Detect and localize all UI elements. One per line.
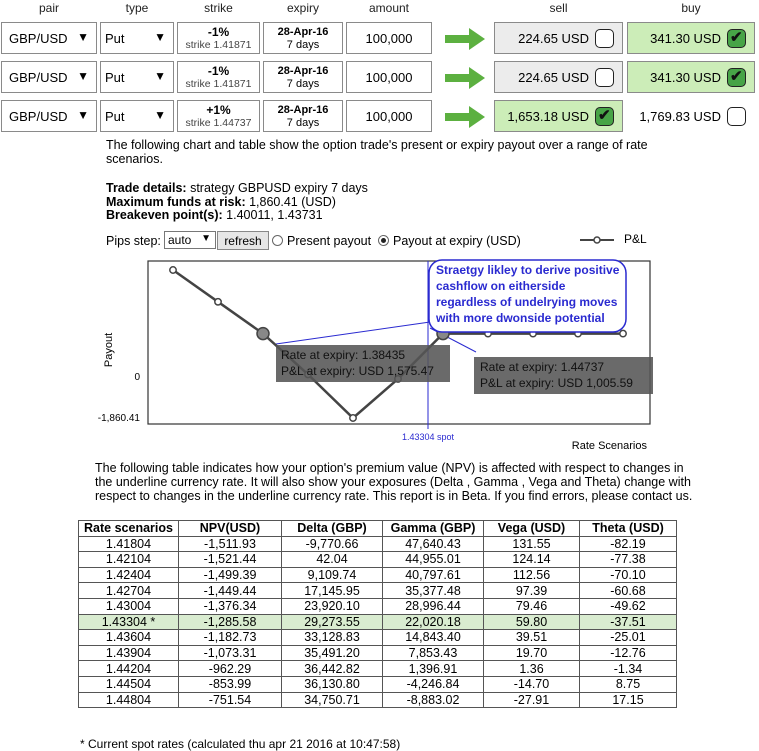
arrow-right-icon	[445, 67, 485, 89]
strike-percent: -1%	[207, 64, 230, 78]
table-row	[79, 630, 677, 646]
buy-checkbox[interactable]	[727, 68, 746, 87]
trade-details-value: strategy GBPUSD expiry 7 days	[186, 181, 368, 195]
table-cell: 23,920.10	[282, 598, 383, 614]
table-cell: 39.51	[484, 630, 580, 646]
table-cell: 14,843.40	[383, 630, 484, 646]
chevron-down-icon: ▼	[154, 69, 166, 83]
table-cell: -12.76	[580, 645, 677, 661]
callout-line: with more dwonside potential	[436, 311, 605, 325]
table-cell: 36,130.80	[282, 676, 383, 692]
table-cell: 124.14	[484, 552, 580, 568]
table-cell: -4,246.84	[383, 676, 484, 692]
callout-line: cashflow on eitherside	[436, 279, 566, 293]
table-row	[79, 614, 677, 630]
expiry-date: 28-Apr-16	[277, 104, 329, 116]
max-funds-value: 1,860.41 (USD)	[245, 194, 336, 209]
table-cell: 9,109.74	[282, 567, 383, 583]
table-cell: -9,770.66	[282, 536, 383, 552]
table-cell: 1.41804	[79, 536, 179, 552]
y-tick-min: -1,860.41	[97, 413, 140, 424]
table-row	[79, 692, 677, 708]
strike-field[interactable]	[177, 100, 260, 132]
chevron-down-icon: ▼	[201, 233, 211, 244]
buy-price-button[interactable]	[627, 100, 755, 132]
max-funds-label: Maximum funds at risk:	[106, 194, 246, 209]
header-type: type	[125, 1, 149, 15]
pnl-point[interactable]	[215, 299, 221, 305]
type-value: Put	[105, 109, 125, 124]
table-cell: 35,491.20	[282, 645, 383, 661]
buy-price: 1,769.83 USD	[639, 109, 721, 124]
table-row	[79, 536, 677, 552]
table-cell: 1.44204	[79, 661, 179, 677]
expiry-period: 7 days	[286, 39, 320, 51]
sell-checkbox[interactable]	[595, 68, 614, 87]
chevron-down-icon: ▼	[154, 108, 166, 122]
legend-line-icon	[580, 234, 614, 246]
table-cell: -751.54	[179, 692, 282, 708]
expiry-date: 28-Apr-16	[277, 65, 329, 77]
sell-price-button[interactable]	[494, 22, 623, 54]
table-cell: 40,797.61	[383, 567, 484, 583]
table-row	[79, 567, 677, 583]
pnl-point[interactable]	[350, 415, 356, 421]
table-cell: 44,955.01	[383, 552, 484, 568]
pair-value: GBP/USD	[9, 31, 68, 46]
pips-step-label: Pips step:	[106, 234, 161, 248]
column-header: NPV(USD)	[179, 521, 282, 537]
table-row	[79, 583, 677, 599]
type-select[interactable]	[100, 100, 174, 132]
table-cell: -70.10	[580, 567, 677, 583]
table-cell: -1,511.93	[179, 536, 282, 552]
breakeven-value: 1.40011, 1.43731	[222, 208, 323, 222]
table-cell: -77.38	[580, 552, 677, 568]
column-header: Delta (GBP)	[282, 521, 383, 537]
expiry-field[interactable]	[263, 100, 343, 132]
pnl-point[interactable]	[170, 267, 176, 273]
table-cell: 1.43004	[79, 598, 179, 614]
table-cell: -1,521.44	[179, 552, 282, 568]
table-cell: 1,396.91	[383, 661, 484, 677]
table-cell: -49.62	[580, 598, 677, 614]
chevron-down-icon: ▼	[77, 108, 89, 122]
strike-value: strike 1.41871	[185, 78, 252, 90]
sell-price: 224.65 USD	[518, 70, 589, 85]
chart-intro-text: The following chart and table show the option trade's present or expiry payout over a range of rate scenarios.	[106, 138, 648, 166]
pair-select[interactable]	[1, 100, 97, 132]
column-header: Gamma (GBP)	[383, 521, 484, 537]
table-cell: -25.01	[580, 630, 677, 646]
table-cell: -853.99	[179, 676, 282, 692]
table-cell: 29,273.55	[282, 614, 383, 630]
table-cell: 112.56	[484, 567, 580, 583]
pips-step-select[interactable]	[164, 231, 216, 249]
type-value: Put	[105, 31, 125, 46]
trade-row	[0, 61, 759, 93]
buy-price-button[interactable]	[627, 61, 755, 93]
table-cell: -27.91	[484, 692, 580, 708]
table-cell: 47,640.43	[383, 536, 484, 552]
refresh-button[interactable]: refresh	[217, 231, 269, 250]
legend-label: P&L	[624, 232, 647, 246]
table-cell: 42.04	[282, 552, 383, 568]
table-cell: 79.46	[484, 598, 580, 614]
type-select[interactable]	[100, 61, 174, 93]
buy-price: 341.30 USD	[650, 70, 721, 85]
amount-value: 100,000	[365, 109, 413, 124]
table-cell: 34,750.71	[282, 692, 383, 708]
table-cell: -1,376.34	[179, 598, 282, 614]
spot-footnote: * Current spot rates (calculated thu apr 21 2016 at 10:47:58)	[80, 737, 401, 751]
callout-line: Straetgy likley to derive positive	[436, 263, 620, 277]
strike-percent: -1%	[207, 25, 230, 39]
y-axis-label: Payout	[103, 332, 115, 368]
trade-row	[0, 22, 759, 54]
pair-select[interactable]	[1, 22, 97, 54]
table-row	[79, 676, 677, 692]
table-cell: 17,145.95	[282, 583, 383, 599]
header-buy: buy	[681, 1, 701, 15]
table-cell: -60.68	[580, 583, 677, 599]
table-cell: -1,449.44	[179, 583, 282, 599]
buy-checkbox[interactable]	[727, 29, 746, 48]
callout-line: regardless of undelrying moves	[436, 295, 618, 309]
trade-details	[106, 182, 368, 223]
table-cell: 19.70	[484, 645, 580, 661]
amount-input[interactable]	[346, 100, 432, 132]
table-cell: -1.34	[580, 661, 677, 677]
y-tick-zero: 0	[134, 372, 140, 383]
amount-input[interactable]	[346, 22, 432, 54]
trade-details-label: Trade details:	[106, 181, 187, 195]
table-row	[79, 661, 677, 677]
expiry-period: 7 days	[286, 117, 320, 129]
table-cell: -37.51	[580, 614, 677, 630]
table-cell: 59.80	[484, 614, 580, 630]
table-cell: 36,442.82	[282, 661, 383, 677]
table-cell: 7,853.43	[383, 645, 484, 661]
table-cell: 97.39	[484, 583, 580, 599]
expiry-payout-label: Payout at expiry (USD)	[393, 234, 521, 248]
table-cell: 1.43304 *	[79, 614, 179, 630]
amount-input[interactable]	[346, 61, 432, 93]
tooltip-line1: Rate at expiry: 1.38435	[281, 348, 406, 362]
trade-row	[0, 100, 759, 132]
expiry-field[interactable]	[263, 22, 343, 54]
table-cell: 33,128.83	[282, 630, 383, 646]
column-header: Rate scenarios	[79, 521, 179, 537]
buy-price: 341.30 USD	[650, 31, 721, 46]
header-amount: amount	[368, 1, 410, 15]
header-pair: pair	[38, 1, 59, 15]
chevron-down-icon: ▼	[77, 30, 89, 44]
strike-percent: +1%	[206, 103, 231, 117]
strike-value: strike 1.41871	[185, 39, 252, 51]
table-cell: -1,499.39	[179, 567, 282, 583]
column-header: Theta (USD)	[580, 521, 677, 537]
pair-value: GBP/USD	[9, 109, 68, 124]
tooltip-line2: P&L at expiry: USD 1,575.47	[281, 364, 434, 378]
table-cell: 1.42104	[79, 552, 179, 568]
table-cell: -8,883.02	[383, 692, 484, 708]
table-cell: -962.29	[179, 661, 282, 677]
table-cell: 1.36	[484, 661, 580, 677]
present-payout-radio[interactable]	[272, 235, 283, 246]
sell-checkbox[interactable]	[595, 107, 614, 126]
expiry-period: 7 days	[286, 78, 320, 90]
table-cell: -1,073.31	[179, 645, 282, 661]
strike-field[interactable]	[177, 22, 260, 54]
pnl-point[interactable]	[257, 328, 269, 340]
table-cell: 1.44504	[79, 676, 179, 692]
column-header: Vega (USD)	[484, 521, 580, 537]
table-cell: 131.55	[484, 536, 580, 552]
breakeven-label: Breakeven point(s):	[106, 208, 223, 222]
table-cell: 1.42404	[79, 567, 179, 583]
present-payout-label: Present payout	[287, 234, 372, 248]
buy-price-button[interactable]	[627, 22, 755, 54]
expiry-date: 28-Apr-16	[277, 26, 329, 38]
strike-field[interactable]	[177, 61, 260, 93]
table-cell: 8.75	[580, 676, 677, 692]
table-cell: -1,285.58	[179, 614, 282, 630]
pips-step-value: auto	[168, 233, 192, 247]
chevron-down-icon: ▼	[154, 30, 166, 44]
pnl-point[interactable]	[620, 330, 626, 336]
table-cell: 28,996.44	[383, 598, 484, 614]
type-value: Put	[105, 70, 125, 85]
table-cell: -82.19	[580, 536, 677, 552]
table-cell: -1,182.73	[179, 630, 282, 646]
payout-chart	[0, 258, 759, 458]
table-cell: 1.44804	[79, 692, 179, 708]
sell-price: 1,653.18 USD	[507, 109, 589, 124]
scenario-table	[78, 520, 677, 708]
type-select[interactable]	[100, 22, 174, 54]
chart-legend	[580, 232, 680, 248]
table-row	[79, 552, 677, 568]
sell-price: 224.65 USD	[518, 31, 589, 46]
pair-value: GBP/USD	[9, 70, 68, 85]
sell-price-button[interactable]	[494, 61, 623, 93]
table-row	[79, 598, 677, 614]
chevron-down-icon: ▼	[77, 69, 89, 83]
header-sell: sell	[549, 1, 568, 15]
arrow-right-icon	[445, 106, 485, 128]
table-cell: 1.42704	[79, 583, 179, 599]
x-axis-label: Rate Scenarios	[571, 440, 647, 452]
sell-checkbox[interactable]	[595, 29, 614, 48]
table-cell: 17.15	[580, 692, 677, 708]
table-cell: 1.43604	[79, 630, 179, 646]
table-intro-text: The following table indicates how your option's premium value (NPV) is affected with respect to changes in the underline currency rate. It will also show your exposures (Delta , Gamma , Vega and Theta) change with respect to changes in the underline currency rate. This report is in Beta. If you find errors, please contact us.	[95, 461, 693, 503]
table-cell: 35,377.48	[383, 583, 484, 599]
table-row	[79, 645, 677, 661]
buy-checkbox[interactable]	[727, 107, 746, 126]
header-expiry: expiry	[286, 1, 319, 15]
tooltip-line1: Rate at expiry: 1.44737	[480, 360, 605, 374]
table-cell: 1.43904	[79, 645, 179, 661]
spot-label: 1.43304 spot	[401, 432, 455, 442]
table-cell: -14.70	[484, 676, 580, 692]
amount-value: 100,000	[365, 70, 413, 85]
pair-select[interactable]	[1, 61, 97, 93]
expiry-payout-radio[interactable]	[378, 235, 389, 246]
sell-price-button[interactable]	[494, 100, 623, 132]
amount-value: 100,000	[365, 31, 413, 46]
header-strike: strike	[204, 1, 233, 15]
arrow-right-icon	[445, 28, 485, 50]
table-cell: 22,020.18	[383, 614, 484, 630]
tooltip-line2: P&L at expiry: USD 1,005.59	[480, 376, 633, 390]
expiry-field[interactable]	[263, 61, 343, 93]
strike-value: strike 1.44737	[185, 117, 252, 129]
